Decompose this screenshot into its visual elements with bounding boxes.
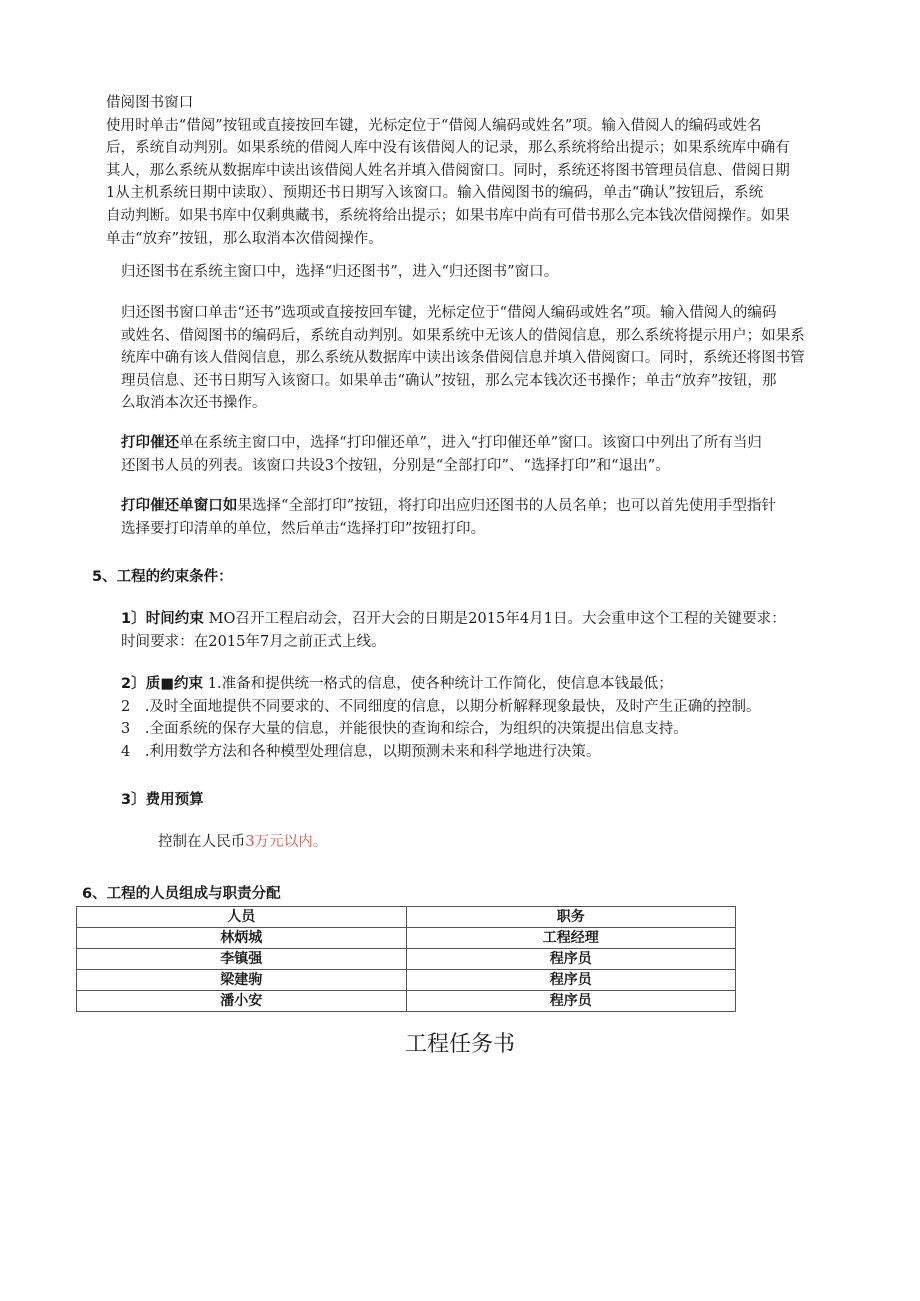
borrow-line: 单击“放弃”按钮，那么取消本次借阅操作。 <box>106 230 383 247</box>
quality-constraint-line <box>121 673 851 696</box>
budget-amount: 3万元以内。 <box>245 834 328 850</box>
borrow-line: 使用时单击“借阅”按钮或直接按回车键，光标定位于“借阅人编码或姓名”项。输入借阅人的编码或姓名 <box>106 117 762 134</box>
table-cell: 程序员 <box>406 970 736 991</box>
table-cell: 程序员 <box>406 991 736 1012</box>
table-cell: 李镇强 <box>77 949 407 970</box>
table-cell: 程序员 <box>406 949 736 970</box>
borrow-line: 自动判断。如果书库中仅剩典藏书，系统将给出提示；如果书库中尚有可借书那么完本钱次借阅操作。如果 <box>106 207 790 224</box>
table-cell: 林炳城 <box>77 928 407 949</box>
table-row <box>77 991 736 1012</box>
return-intro-text: 归还图书在系统主窗口中，选择“归还图书”，进入“归还图书”窗口。 <box>121 264 559 280</box>
budget-text <box>158 831 558 854</box>
print-reminder-line: 单在系统主窗口中，选择“打印催还单”，进入“打印催还单”窗口。该窗口中列出了所有当归 <box>179 435 762 451</box>
print-window-line: 果选择“全部打印”按钮，将打印出应归还图书的人员名单；也可以首先使用手型指针 <box>237 498 777 514</box>
print-window-line: 选择要打印清单的单位，然后单击“选择打印”按钮打印。 <box>121 520 486 537</box>
time-constraint <box>121 608 851 653</box>
print-reminder-title: 打印催还 <box>121 435 180 451</box>
borrow-line: 其人，那么系统从数据库中读出该借阅人姓名并填入借阅窗口。同时，系统还将图书管理员信息、借阅日期 <box>106 162 790 179</box>
quality-item: 3 .全面系统的保存大量的信息，并能很快的查询和综合，为组织的决策提出信息支持。 <box>121 721 688 738</box>
borrow-line: 后，系统自动判别。如果系统的借阅人库中没有该借阅人的记录，那么系统将给出提示；如果系统库中确有 <box>106 140 790 157</box>
table-row <box>77 970 736 991</box>
budget-prefix: 控制在人民币 <box>158 834 246 850</box>
borrow-line: 1从主机系统日期中读取）、预期还书日期写入该窗口。输入借阅图书的编码，单击“确认”按钮后，系统 <box>106 185 764 202</box>
time-constraint-text: MO召开工程启动会，召开大会的日期是2015年4月1日。大会重申这个工程的关键要求： <box>208 611 786 627</box>
return-intro <box>121 261 841 284</box>
table-header-cell: 职务 <box>406 907 736 928</box>
return-window-section <box>121 302 846 415</box>
quality-constraint <box>121 673 851 763</box>
time-constraint-line <box>121 608 851 631</box>
print-reminder-line: 还图书人员的列表。该窗口共设3个按钮，分别是“全部打印”、“选择打印”和“退出”。 <box>121 457 670 474</box>
return-line: 口单击“还书”选项或直接按回车键，光标定位于“借阅人编码或姓名”项。输入借阅人的编码 <box>193 305 777 321</box>
quality-constraint-text: 1.准备和提供统一格式的信息，使各种统计工作简化，使信息本钱最低； <box>207 676 673 692</box>
quality-item: 2 .及时全面地提供不同要求的、不同细度的信息，以期分析解释现象最快，及时产生正确的控制。 <box>121 698 761 715</box>
return-line: 理员信息、还书日期写入该窗口。如果单击“确认”按钮，那么完本钱次还书操作；单击“放弃”按钮，那 <box>121 372 777 389</box>
return-line: 统库中确有该人借阅信息，那么系统从数据库中读出该条借阅信息并填入借阅窗口。同时，系统还将图书管 <box>121 350 805 367</box>
borrow-section <box>106 92 846 250</box>
return-line: 么取消本次还书操作。 <box>121 395 267 412</box>
staff-table <box>76 906 736 1012</box>
table-row <box>77 949 736 970</box>
print-reminder-section <box>121 432 846 477</box>
print-window-title: 打印催还单窗口如 <box>121 498 238 514</box>
quality-item: 4 .利用数学方法和各种模型处理信息，以期预测未来和科学地进行决策。 <box>121 743 601 760</box>
table-header-cell: 人员 <box>77 907 407 928</box>
table-cell: 工程经理 <box>406 928 736 949</box>
time-constraint-line2: 时间要求：在2015年7月之前正式上线。 <box>121 633 386 650</box>
time-constraint-label: 1〕时间约束 <box>121 611 204 627</box>
budget-label: 3〕费用预算 <box>121 792 204 808</box>
budget-line <box>158 831 558 854</box>
quality-constraint-label: 2〕质■约束 <box>121 676 204 692</box>
table-cell: 潘小安 <box>77 991 407 1012</box>
table-cell: 梁建驹 <box>77 970 407 991</box>
section6-heading: 6、工程的人员组成与职责分配 <box>82 886 281 902</box>
print-window-section <box>121 495 846 540</box>
return-line: 或姓名、借阅图书的编码后，系统自动判别。如果系统中无该人的借阅信息，那么系统将提示用户；如果系 <box>121 327 805 344</box>
print-reminder-line-first <box>121 432 846 455</box>
document-caption: 工程任务书 <box>404 1032 515 1057</box>
print-window-line-first <box>121 495 846 518</box>
return-window-title: 归还图书窗 <box>121 305 194 321</box>
section5-heading: 5、工程的约束条件： <box>92 569 233 585</box>
borrow-title: 借阅图书窗口 <box>106 95 194 111</box>
table-header-row <box>77 907 736 928</box>
table-row <box>77 928 736 949</box>
return-line-first <box>121 302 846 325</box>
